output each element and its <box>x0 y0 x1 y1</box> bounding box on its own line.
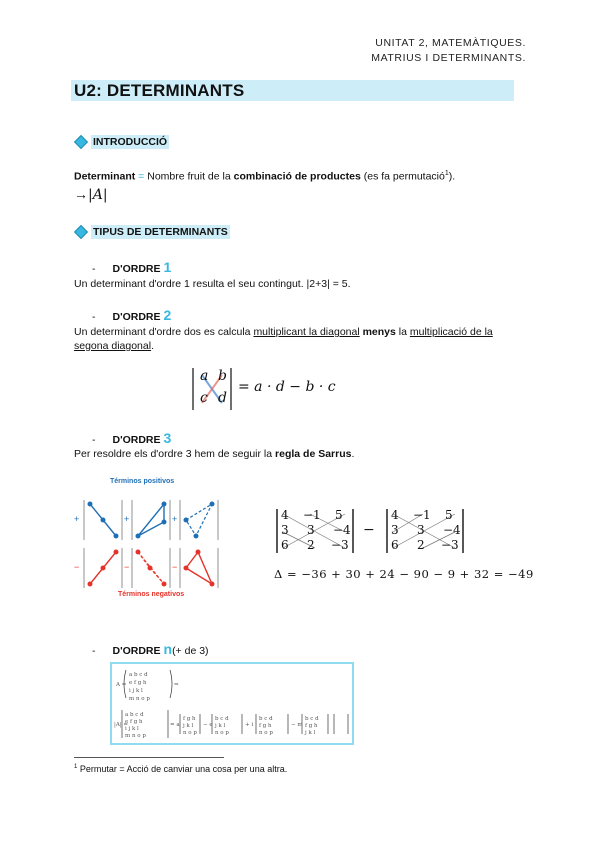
matrix-cell: −1 <box>303 508 321 522</box>
sarrus-rule-diagram <box>74 478 244 603</box>
svg-text:a b c d: a b c d <box>129 672 148 678</box>
svg-text:A =: A = <box>116 682 127 688</box>
matrix-cell: 2 <box>307 538 315 552</box>
footnote-separator <box>74 757 224 758</box>
svg-text:−: − <box>74 562 80 572</box>
matrix-cell: −4 <box>443 523 461 537</box>
svg-text:j k l: j k l <box>183 723 194 729</box>
svg-text:n o p: n o p <box>215 730 229 736</box>
svg-text:n o p: n o p <box>183 730 197 736</box>
svg-text:− m: − m <box>291 722 303 728</box>
matrix-entry-c: c <box>200 390 208 406</box>
svg-text:|A| =: |A| = <box>114 722 129 728</box>
svg-text:b c d: b c d <box>305 716 319 722</box>
svg-text:i j k l: i j k l <box>125 726 139 732</box>
order2-heading: - D'ORDRE 2 <box>92 307 172 323</box>
matrix-entry-d: d <box>218 390 227 406</box>
svg-text:−: − <box>172 562 178 572</box>
ordern-formula-box <box>110 662 354 745</box>
order2-formula <box>190 366 350 412</box>
svg-text:m n o p: m n o p <box>129 696 150 702</box>
order3-text: Per resoldre els d'ordre 3 hem de seguir la regla de Sarrus. <box>74 448 355 460</box>
positive-terms-label: Términos positivos <box>110 478 175 485</box>
page-title: U2: DETERMINANTS <box>74 81 245 100</box>
svg-text:e f g h: e f g h <box>129 680 147 686</box>
svg-text:a b c d: a b c d <box>125 712 144 718</box>
ordern-heading: - D'ORDRE n (+ de 3) <box>92 641 209 657</box>
footnote: $^1$ Permutar = Acció de canviar una cosa per una altra. <box>74 764 288 774</box>
svg-text:b c d: b c d <box>215 716 229 722</box>
sarrus-result: Δ = −36 + 30 + 24 − 90 − 9 + 32 = −49 <box>274 567 534 581</box>
order2-result: = a · d − b · c <box>238 379 336 395</box>
matrix-cell: −4 <box>333 523 351 537</box>
order3-heading: - D'ORDRE 3 <box>92 430 172 446</box>
svg-text:+: + <box>172 514 178 524</box>
matrix-entry-b: b <box>218 368 227 384</box>
intro-definition: Determinant = Nombre fruit de la combinació de productes (es fa permutació$^1$). <box>74 170 456 183</box>
header-topic: MATRIUS I DETERMINANTS. <box>371 52 526 64</box>
svg-text:−: − <box>124 562 130 572</box>
matrix-cell: 6 <box>281 538 289 552</box>
svg-text:f g h: f g h <box>183 716 196 722</box>
diamond-bullet-icon <box>74 135 88 149</box>
matrix-cell: 2 <box>417 538 425 552</box>
section-intro-heading: INTRODUCCIÓ <box>76 135 169 149</box>
svg-text:i j k l: i j k l <box>129 688 143 694</box>
svg-text:f g h: f g h <box>259 723 272 729</box>
svg-text:f g h: f g h <box>305 723 318 729</box>
matrix-cell: 3 <box>307 523 315 537</box>
svg-text:e f g h: e f g h <box>125 719 143 725</box>
svg-text:+ i: + i <box>245 722 254 728</box>
svg-text:b c d: b c d <box>259 716 273 722</box>
diamond-bullet-icon <box>74 225 88 239</box>
determinant-notation: →|A| <box>74 186 108 203</box>
matrix-cell: −3 <box>331 538 349 552</box>
matrix-cell: 4 <box>281 508 289 522</box>
order1-heading: - D'ORDRE 1 <box>92 259 172 275</box>
svg-text:n o p: n o p <box>259 730 273 736</box>
svg-text:j k l: j k l <box>305 730 316 736</box>
header-subject: UNITAT 2, MATEMÀTIQUES. <box>375 37 526 49</box>
arrow-icon: → <box>74 186 88 202</box>
matrix-cell: −3 <box>441 538 459 552</box>
matrix-cell: 5 <box>445 508 453 522</box>
order2-text: Un determinant d'ordre dos es calcula multiplicant la diagonal menys la multiplicació de la segona diagonal. <box>74 326 493 352</box>
order1-text: Un determinant d'ordre 1 resulta el seu contingut. |2+3| = 5. <box>74 278 351 290</box>
svg-text:= a: = a <box>170 722 180 728</box>
svg-text:⇒: ⇒ <box>174 682 179 688</box>
laplace-expansion-figure <box>112 664 352 743</box>
minus-sign: − <box>363 522 375 538</box>
matrix-cell: 6 <box>391 538 399 552</box>
matrix-cell: 4 <box>391 508 399 522</box>
matrix-cell: 3 <box>417 523 425 537</box>
svg-text:m n o p: m n o p <box>125 733 146 739</box>
svg-text:+: + <box>74 514 80 524</box>
sarrus-patterns <box>74 488 244 588</box>
section-types-heading: TIPUS DE DETERMINANTS <box>76 225 230 239</box>
matrix-cell: 3 <box>391 523 399 537</box>
matrix-entry-a: a <box>200 368 209 384</box>
matrix-cell: 5 <box>335 508 343 522</box>
svg-text:− e: − e <box>203 722 213 728</box>
sarrus-example <box>275 508 500 554</box>
svg-text:+: + <box>124 514 130 524</box>
matrix-cell: −1 <box>413 508 431 522</box>
svg-text:j k l: j k l <box>215 723 226 729</box>
matrix-cell: 3 <box>281 523 289 537</box>
negative-terms-label: Términos negativos <box>118 591 185 598</box>
